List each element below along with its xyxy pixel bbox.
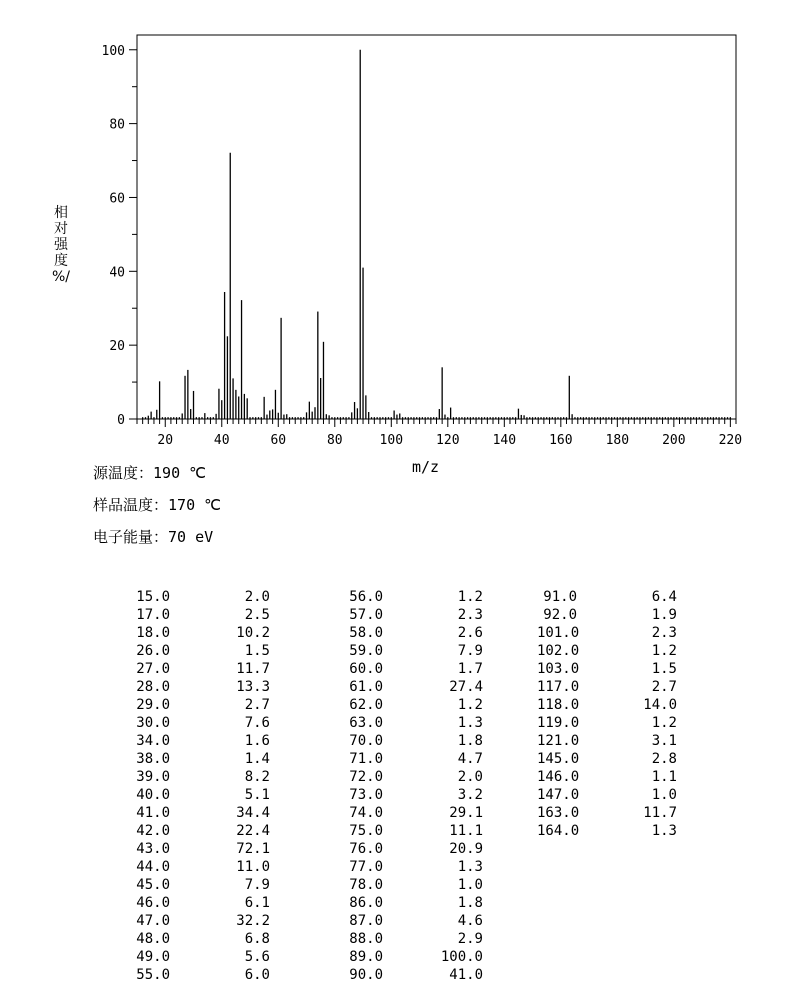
- abundance-value: 1.4: [244, 751, 270, 767]
- mz-value: 47.0: [136, 913, 170, 929]
- table-row: [130, 624, 270, 642]
- x-tick-label: 80: [326, 433, 343, 448]
- table-row: [343, 948, 483, 966]
- table-row: [343, 858, 483, 876]
- mz-value: 45.0: [136, 877, 170, 893]
- abundance-value: 3.1: [651, 733, 677, 749]
- table-row: [343, 930, 483, 948]
- mz-value: 46.0: [136, 895, 170, 911]
- mz-value: 58.0: [349, 625, 383, 641]
- mz-value: 71.0: [349, 751, 383, 767]
- mz-value: 78.0: [349, 877, 383, 893]
- table-row: [343, 966, 483, 984]
- table-row: [130, 786, 270, 804]
- mz-value: 42.0: [136, 823, 170, 839]
- abundance-value: 6.4: [651, 589, 677, 605]
- table-row: [343, 588, 483, 606]
- y-axis-label-char: 对: [54, 221, 68, 237]
- mz-value: 73.0: [349, 787, 383, 803]
- mz-value: 55.0: [136, 967, 170, 983]
- mz-value: 102.0: [537, 643, 580, 659]
- mz-value: 117.0: [537, 679, 580, 695]
- abundance-value: 11.1: [449, 823, 483, 839]
- x-tick-label: 220: [718, 433, 743, 448]
- mz-value: 88.0: [349, 931, 383, 947]
- mz-value: 103.0: [537, 661, 580, 677]
- abundance-value: 1.0: [651, 787, 677, 803]
- source-temperature: 源温度：190 ℃: [93, 464, 206, 482]
- table-row: [130, 804, 270, 822]
- table-row: [130, 750, 270, 768]
- y-tick-label: 0: [117, 413, 125, 428]
- abundance-value: 14.0: [643, 697, 677, 713]
- mz-value: 89.0: [349, 949, 383, 965]
- abundance-value: 1.6: [244, 733, 270, 749]
- table-row: [343, 768, 483, 786]
- mz-value: 163.0: [537, 805, 580, 821]
- mz-value: 39.0: [136, 769, 170, 785]
- mz-value: 74.0: [349, 805, 383, 821]
- mz-value: 49.0: [136, 949, 170, 965]
- table-row: [343, 714, 483, 732]
- abundance-value: 5.6: [244, 949, 270, 965]
- y-tick-label: 20: [109, 339, 125, 355]
- mz-value: 44.0: [136, 859, 170, 875]
- table-row: [343, 678, 483, 696]
- mz-value: 86.0: [349, 895, 383, 911]
- table-row: [537, 678, 677, 696]
- abundance-value: 1.9: [651, 607, 677, 623]
- mz-value: 18.0: [136, 625, 170, 641]
- abundance-value: 1.5: [244, 643, 270, 659]
- table-row: [343, 786, 483, 804]
- mz-value: 70.0: [349, 733, 383, 749]
- mz-value: 26.0: [136, 643, 170, 659]
- table-row: [537, 660, 677, 678]
- table-row: [130, 858, 270, 876]
- mz-value: 15.0: [136, 589, 170, 605]
- abundance-value: 27.4: [449, 679, 483, 695]
- abundance-value: 11.7: [643, 805, 677, 821]
- mz-value: 72.0: [349, 769, 383, 785]
- mz-value: 27.0: [136, 661, 170, 677]
- mz-value: 119.0: [537, 715, 580, 731]
- x-tick-label: 140: [492, 433, 517, 448]
- abundance-value: 2.0: [244, 589, 270, 605]
- abundance-value: 41.0: [449, 967, 483, 983]
- table-row: [130, 678, 270, 696]
- table-row: [537, 696, 677, 714]
- table-row: [343, 750, 483, 768]
- mz-value: 43.0: [136, 841, 170, 857]
- table-row: [343, 696, 483, 714]
- sample-temperature: 样品温度：170 ℃: [93, 496, 221, 514]
- mz-value: 91.0: [543, 589, 577, 605]
- abundance-value: 4.7: [457, 751, 483, 767]
- abundance-value: 5.1: [244, 787, 270, 803]
- abundance-value: 2.7: [244, 697, 270, 713]
- table-row: [343, 876, 483, 894]
- table-row: [343, 912, 483, 930]
- table-row: [130, 606, 270, 624]
- y-axis-label-char: 强: [54, 237, 68, 253]
- x-tick-label: 20: [157, 433, 174, 448]
- table-row: [537, 606, 677, 624]
- abundance-value: 6.8: [244, 931, 270, 947]
- abundance-value: 1.3: [651, 823, 677, 839]
- mz-value: 62.0: [349, 697, 383, 713]
- abundance-value: 1.8: [457, 895, 483, 911]
- abundance-value: 8.2: [244, 769, 270, 785]
- table-row: [130, 894, 270, 912]
- mz-value: 75.0: [349, 823, 383, 839]
- electron-energy: 电子能量：70 eV: [93, 528, 214, 546]
- mz-value: 17.0: [136, 607, 170, 623]
- abundance-value: 7.9: [457, 643, 483, 659]
- mz-value: 147.0: [537, 787, 580, 803]
- abundance-value: 13.3: [236, 679, 270, 695]
- abundance-value: 2.8: [651, 751, 677, 767]
- mz-value: 48.0: [136, 931, 170, 947]
- table-row: [130, 660, 270, 678]
- table-row: [343, 660, 483, 678]
- table-row: [130, 732, 270, 750]
- table-row: [537, 588, 677, 606]
- abundance-value: 72.1: [236, 841, 270, 857]
- abundance-value: 2.3: [457, 607, 483, 623]
- y-axis-label-char: 度: [54, 253, 68, 269]
- x-tick-label: 60: [270, 433, 287, 448]
- mz-value: 145.0: [537, 751, 580, 767]
- x-tick-label: 160: [549, 433, 573, 448]
- mz-value: 164.0: [537, 823, 580, 839]
- y-tick-label: 60: [109, 191, 125, 207]
- abundance-value: 7.6: [244, 715, 270, 731]
- table-row: [537, 732, 677, 750]
- abundance-value: 32.2: [236, 913, 270, 929]
- table-row: [343, 822, 483, 840]
- mz-value: 29.0: [136, 697, 170, 713]
- table-row: [343, 840, 483, 858]
- mz-value: 38.0: [136, 751, 170, 767]
- abundance-value: 1.1: [651, 769, 677, 785]
- x-tick-label: 200: [662, 433, 686, 448]
- abundance-value: 2.0: [457, 769, 483, 785]
- table-row: [537, 804, 677, 822]
- x-tick-label: 100: [379, 433, 404, 448]
- abundance-value: 6.1: [244, 895, 270, 911]
- table-row: [537, 822, 677, 840]
- x-axis-label: m/z: [412, 458, 440, 476]
- table-row: [537, 786, 677, 804]
- abundance-value: 20.9: [449, 841, 483, 857]
- abundance-value: 1.7: [457, 661, 483, 677]
- y-tick-label: 80: [109, 117, 125, 133]
- abundance-value: 1.2: [651, 715, 677, 731]
- table-row: [130, 930, 270, 948]
- table-row: [130, 948, 270, 966]
- mz-value: 40.0: [136, 787, 170, 803]
- abundance-value: 100.0: [440, 949, 483, 965]
- abundance-value: 1.3: [457, 859, 483, 875]
- abundance-value: 7.9: [244, 877, 270, 893]
- table-row: [130, 912, 270, 930]
- mz-value: 101.0: [537, 625, 580, 641]
- abundance-value: 22.4: [236, 823, 270, 839]
- mz-value: 121.0: [537, 733, 580, 749]
- mz-value: 63.0: [349, 715, 383, 731]
- table-row: [130, 876, 270, 894]
- table-row: [537, 768, 677, 786]
- abundance-value: 1.0: [457, 877, 483, 893]
- mz-value: 61.0: [349, 679, 383, 695]
- x-tick-label: 120: [436, 433, 460, 448]
- y-tick-label: 100: [101, 43, 125, 59]
- abundance-value: 2.9: [457, 931, 483, 947]
- peak-table-column: [537, 588, 677, 840]
- table-row: [537, 624, 677, 642]
- abundance-value: 11.7: [236, 661, 270, 677]
- table-row: [130, 768, 270, 786]
- abundance-value: 1.2: [651, 643, 677, 659]
- abundance-value: 6.0: [244, 967, 270, 983]
- table-row: [343, 606, 483, 624]
- mz-value: 59.0: [349, 643, 383, 659]
- mz-value: 118.0: [537, 697, 580, 713]
- peak-table-column: [343, 588, 483, 984]
- mz-value: 90.0: [349, 967, 383, 983]
- x-tick-label: 40: [213, 433, 230, 448]
- peak-table-column: [130, 588, 270, 984]
- abundance-value: 1.5: [651, 661, 677, 677]
- y-axis-label-char: %/: [52, 269, 71, 285]
- mz-value: 87.0: [349, 913, 383, 929]
- table-row: [130, 642, 270, 660]
- mz-value: 28.0: [136, 679, 170, 695]
- table-row: [130, 588, 270, 606]
- table-row: [537, 750, 677, 768]
- table-row: [537, 714, 677, 732]
- abundance-value: 3.2: [457, 787, 483, 803]
- y-axis-label-char: 相: [54, 205, 68, 221]
- abundance-value: 1.8: [457, 733, 483, 749]
- table-row: [130, 822, 270, 840]
- mz-value: 57.0: [349, 607, 383, 623]
- mz-value: 77.0: [349, 859, 383, 875]
- table-row: [130, 840, 270, 858]
- table-row: [130, 714, 270, 732]
- abundance-value: 10.2: [236, 625, 270, 641]
- abundance-value: 1.3: [457, 715, 483, 731]
- table-row: [343, 642, 483, 660]
- abundance-value: 29.1: [449, 805, 483, 821]
- mz-value: 76.0: [349, 841, 383, 857]
- mz-value: 60.0: [349, 661, 383, 677]
- abundance-value: 4.6: [457, 913, 483, 929]
- abundance-value: 1.2: [457, 589, 483, 605]
- abundance-value: 11.0: [236, 859, 270, 875]
- abundance-value: 2.3: [651, 625, 677, 641]
- table-row: [343, 894, 483, 912]
- mz-value: 30.0: [136, 715, 170, 731]
- table-row: [343, 624, 483, 642]
- table-row: [343, 804, 483, 822]
- table-row: [537, 642, 677, 660]
- abundance-value: 34.4: [236, 805, 270, 821]
- abundance-value: 2.7: [651, 679, 677, 695]
- mz-value: 34.0: [136, 733, 170, 749]
- abundance-value: 2.5: [244, 607, 270, 623]
- abundance-value: 2.6: [457, 625, 483, 641]
- y-tick-label: 40: [109, 265, 125, 281]
- mz-value: 92.0: [543, 607, 577, 623]
- mass-spectrum-chart: [0, 0, 794, 460]
- abundance-value: 1.2: [457, 697, 483, 713]
- mz-value: 56.0: [349, 589, 383, 605]
- table-row: [130, 696, 270, 714]
- mz-value: 146.0: [537, 769, 580, 785]
- table-row: [130, 966, 270, 984]
- x-tick-label: 180: [605, 433, 630, 448]
- table-row: [343, 732, 483, 750]
- y-axis-label: [52, 205, 70, 285]
- mz-value: 41.0: [136, 805, 170, 821]
